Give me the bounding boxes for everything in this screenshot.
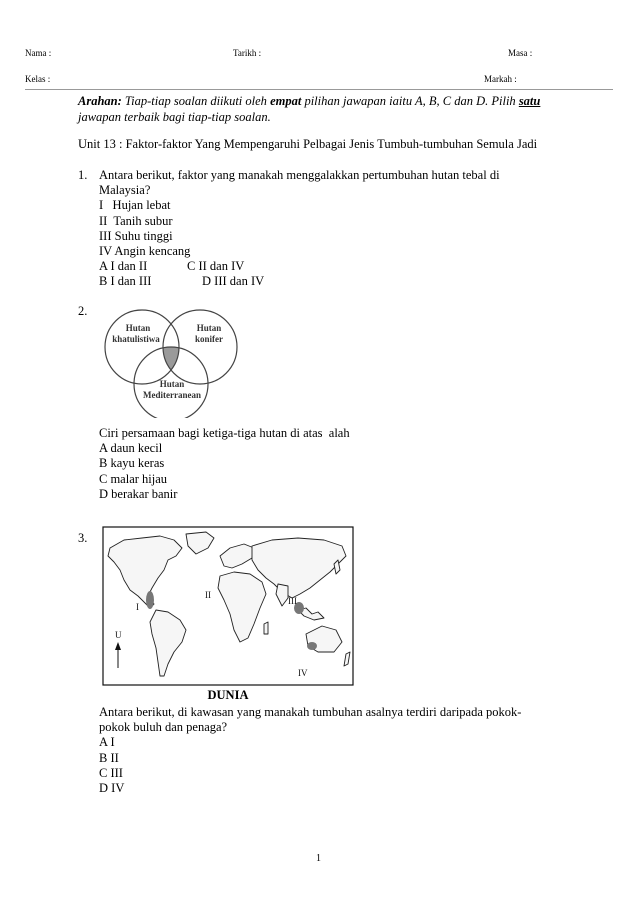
q2-option-b: B kayu keras <box>99 456 165 471</box>
north-arrow-letter: U <box>115 630 122 640</box>
masa-label: Masa : <box>508 48 533 58</box>
q2-block <box>99 426 350 502</box>
q3-option-d: D IV <box>99 781 125 796</box>
q2-option-a: A daun kecil <box>99 441 163 456</box>
venn-label-c2-l1: Hutan <box>196 323 222 333</box>
instructions-text-b: pilihan jawapan iaitu A, B, C dan D. Pilih <box>301 94 519 108</box>
venn-label-c3-l2: Mediterranean <box>143 390 201 400</box>
q1-option-d: D III dan IV <box>202 274 265 289</box>
q3-line2: pokok buluh dan penaga? <box>99 720 228 735</box>
q1-options-row1 <box>99 259 500 274</box>
venn-label-c1-l1: Hutan <box>125 323 151 333</box>
q1-line1: Antara berikut, faktor yang manakah menggalakkan pertumbuhan hutan tebal di <box>99 168 500 182</box>
q2-option-d: D berakar banir <box>99 486 178 501</box>
markah-label: Markah : <box>484 74 517 84</box>
header-divider <box>25 89 613 90</box>
instructions-text-a: Tiap-tiap soalan diikuti oleh <box>121 94 271 108</box>
tarikh-label: Tarikh : <box>233 48 262 58</box>
map-label-iv: IV <box>298 668 308 678</box>
q1-item-4: IV Angin kencang <box>99 244 191 259</box>
q1-item-2: II Tanih subur <box>99 213 173 228</box>
region-iv-shade <box>307 642 317 650</box>
map-label-iii: III <box>288 596 297 606</box>
venn-label-c2-l2: konifer <box>195 334 223 344</box>
unit-title: Unit 13 : Faktor-faktor Yang Mempengaruhi Pelbagai Jenis Tumbuh-tumbuhan Semula Jadi <box>78 137 538 151</box>
nama-label: Nama : <box>25 48 52 58</box>
instructions-empat: empat <box>270 94 302 108</box>
instructions-label: Arahan: <box>78 94 122 108</box>
q3-option-b: B II <box>99 750 119 765</box>
kelas-label: Kelas : <box>25 74 51 84</box>
q3-number: 3. <box>78 531 88 545</box>
map-caption: DUNIA <box>207 688 249 702</box>
q3-option-a: A I <box>99 735 115 750</box>
instructions-satu: satu <box>518 94 541 108</box>
q1-options-row2 <box>99 274 500 289</box>
q3-block <box>99 705 521 796</box>
q1-option-b: B I dan III <box>99 274 152 289</box>
world-map <box>102 526 356 702</box>
instructions-line1 <box>78 94 540 109</box>
region-i-shade <box>146 591 154 609</box>
instructions-line2: jawapan terbaik bagi tiap-tiap soalan. <box>78 110 271 124</box>
venn-label-c3-l1: Hutan <box>159 379 185 389</box>
map-label-ii: II <box>205 590 211 600</box>
q3-option-c: C III <box>99 765 123 780</box>
q2-question: Ciri persamaan bagi ketiga-tiga hutan di atas alah <box>99 426 350 440</box>
q1-item-1: I Hujan lebat <box>99 198 171 213</box>
venn-diagram <box>100 300 250 418</box>
q1-block <box>99 168 500 290</box>
page-number: 1 <box>316 853 321 864</box>
q1-line2: Malaysia? <box>99 183 151 198</box>
q1-item-3: III Suhu tinggi <box>99 228 173 243</box>
venn-label-c1-l2: khatulistiwa <box>112 334 160 344</box>
q1-number: 1. <box>78 168 88 182</box>
q3-line1: Antara berikut, di kawasan yang manakah tumbuhan asalnya terdiri daripada pokok- <box>99 705 522 719</box>
q2-option-c: C malar hijau <box>99 471 168 486</box>
map-label-i: I <box>136 602 139 612</box>
q1-option-a: A I dan II <box>99 259 148 274</box>
q1-option-c: C II dan IV <box>187 259 245 274</box>
madagascar-shape <box>264 622 268 634</box>
q2-number: 2. <box>78 304 88 318</box>
